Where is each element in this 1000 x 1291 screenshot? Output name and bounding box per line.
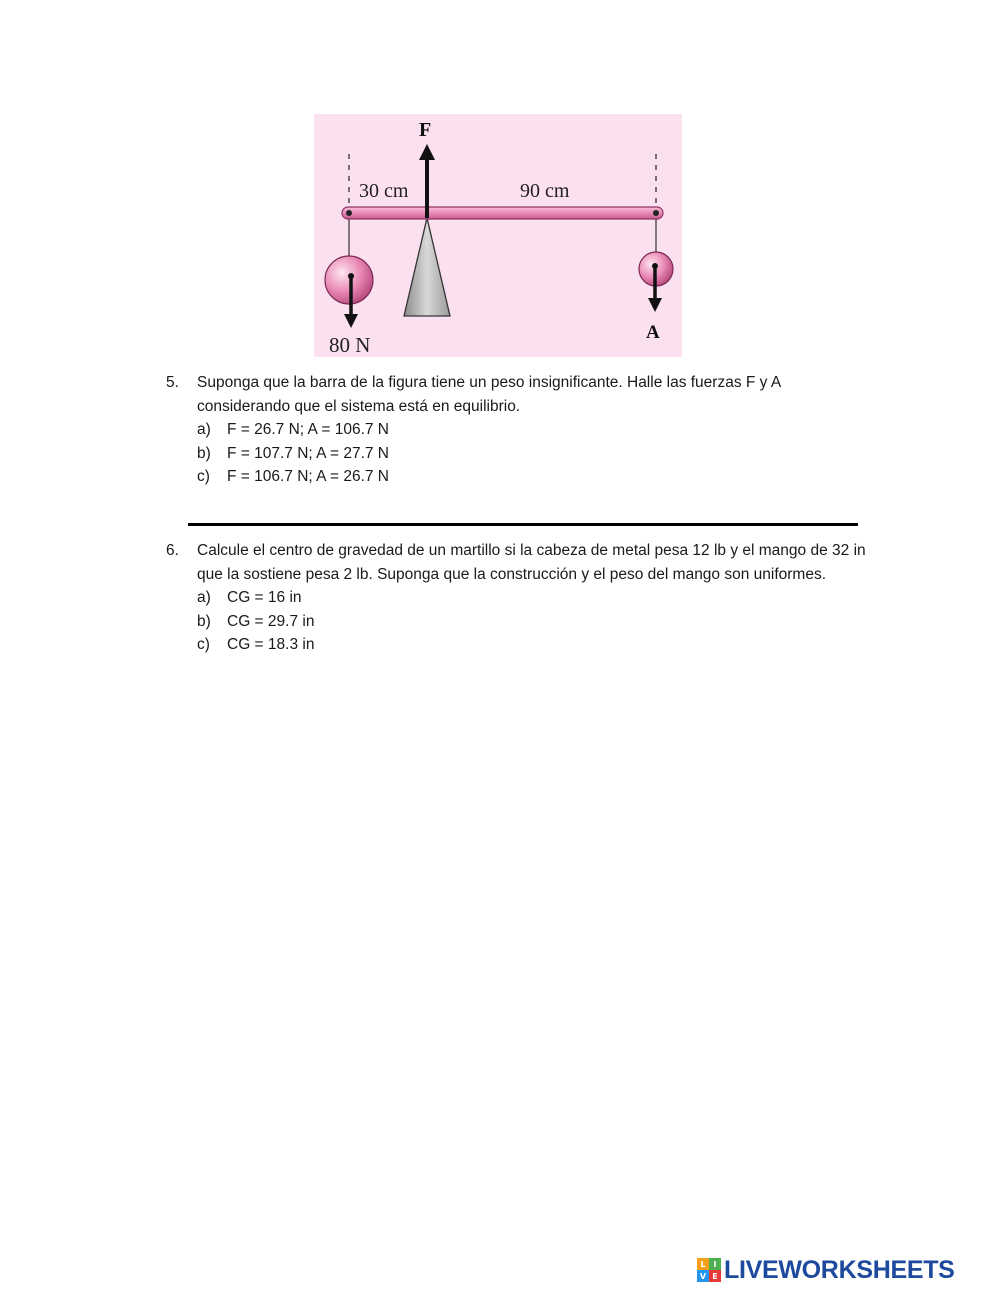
question-number: 6. (166, 542, 179, 559)
option-letter: c) (197, 468, 210, 485)
option-text: CG = 18.3 in (227, 636, 315, 653)
lever-diagram-svg (314, 114, 682, 357)
question-text: Calcule el centro de gravedad de un martillo si la cabeza de metal pesa 12 lb y el mango de 32 in que la sostiene pesa 2 lb. Suponga que la construcción y el peso del mango son uniformes. (197, 542, 866, 583)
liveworksheets-logo (697, 1255, 955, 1285)
option-letter: a) (197, 421, 211, 438)
logo-tile-l: L (697, 1258, 709, 1270)
option-b[interactable] (197, 442, 866, 466)
left-pivot-dot (346, 210, 352, 216)
left-weight-arrow-dot (348, 273, 354, 279)
option-text: F = 106.7 N; A = 26.7 N (227, 468, 389, 485)
option-letter: b) (197, 612, 211, 630)
live-logo-icon (697, 1258, 721, 1282)
option-letter: a) (197, 589, 211, 606)
force-a-arrow-dot (652, 263, 658, 269)
question-6 (166, 539, 866, 657)
question-number: 5. (166, 374, 179, 391)
option-text: F = 107.7 N; A = 27.7 N (227, 444, 389, 462)
right-distance-label: 90 cm (520, 180, 570, 202)
option-letter: b) (197, 444, 211, 462)
option-a[interactable] (197, 418, 866, 442)
right-pivot-dot (653, 210, 659, 216)
left-distance-label: 30 cm (359, 180, 409, 202)
option-letter: c) (197, 636, 210, 653)
option-a[interactable] (197, 586, 866, 610)
force-a-label: A (646, 322, 660, 343)
brand-name: LIVEWORKSHEETS (724, 1255, 955, 1284)
option-c[interactable] (197, 633, 866, 657)
answer-options (197, 418, 866, 489)
answer-options (197, 586, 866, 657)
logo-tile-e: E (709, 1270, 721, 1282)
option-text: F = 26.7 N; A = 106.7 N (227, 421, 389, 438)
left-weight-label: 80 N (329, 333, 371, 357)
option-b[interactable] (197, 610, 866, 634)
option-c[interactable] (197, 465, 866, 489)
figure-background (314, 114, 682, 357)
lever-bar (342, 207, 663, 219)
logo-tile-i: I (709, 1258, 721, 1270)
force-f-label: F (419, 119, 432, 141)
option-text: CG = 29.7 in (227, 612, 315, 630)
question-5 (166, 371, 866, 489)
logo-tile-v: V (697, 1270, 709, 1282)
lever-diagram (314, 114, 682, 357)
option-text: CG = 16 in (227, 589, 302, 606)
left-weight-ball (325, 256, 373, 304)
question-text: Suponga que la barra de la figura tiene un peso insignificante. Halle las fuerzas F y A considerando que el sistema está en equilibrio. (197, 374, 781, 415)
section-divider (188, 523, 858, 526)
